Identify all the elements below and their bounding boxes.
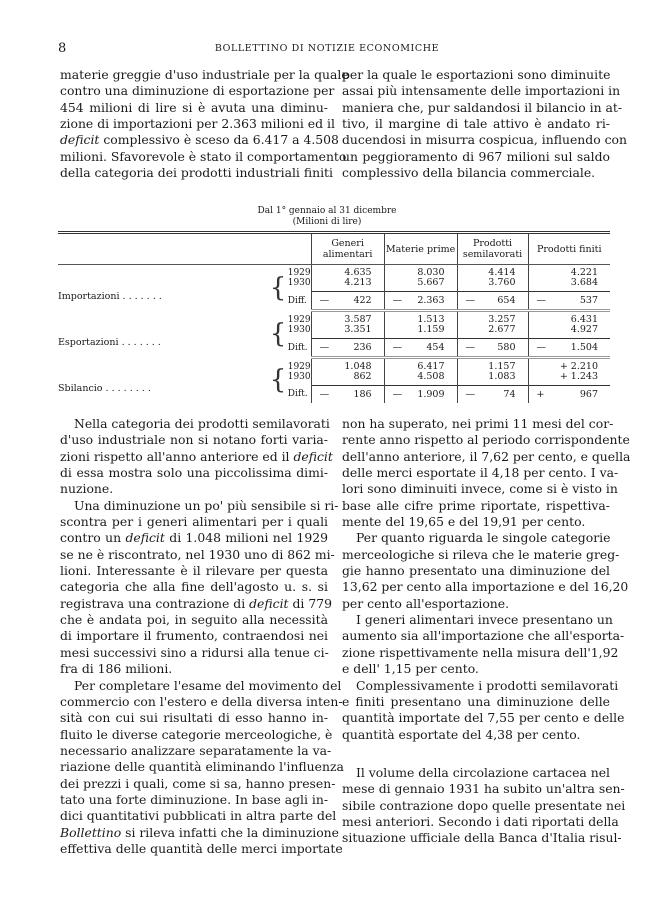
value-cell <box>528 265 610 292</box>
diff-sign: + <box>536 389 545 400</box>
diff-cell <box>457 339 528 358</box>
text-run: di essa mostra solo una piccolissima dimi- <box>60 465 328 481</box>
year-labels <box>288 358 311 386</box>
value-cell <box>311 265 384 292</box>
text-line <box>60 661 328 677</box>
bottom-right-column <box>342 416 631 847</box>
diff-sign: — <box>536 295 546 306</box>
text-line <box>60 595 332 612</box>
text-run: mesi successivi sino a ridursi alla tenue ci- <box>60 644 329 660</box>
diff-cell <box>457 292 528 311</box>
value-1929: 1.048 <box>344 361 372 372</box>
text-line <box>60 530 328 546</box>
text-line <box>342 530 610 546</box>
trade-table <box>58 231 610 403</box>
text-line <box>60 100 328 116</box>
text-run: sibile contrazione dopo quelle presentate nei <box>342 797 626 813</box>
value-1930: 1.159 <box>417 324 445 335</box>
text-run: commercio con l'estero e della diversa inten- <box>60 693 343 709</box>
brace-icon: { <box>269 319 287 349</box>
text-run: fra di 186 milioni. <box>60 661 173 677</box>
diff-value: 1.504 <box>570 342 598 353</box>
brace-icon: { <box>269 272 287 303</box>
table-row <box>58 358 610 386</box>
text-run: nuzione. <box>60 481 114 497</box>
value-1930: 4.213 <box>344 277 372 288</box>
value-1930: 2.677 <box>488 324 516 335</box>
text-line <box>342 465 619 481</box>
text-run: dei prezzi i quali, come si sa, hanno presen- <box>60 775 336 791</box>
text-run: contro un <box>60 530 126 546</box>
text-line <box>60 808 337 824</box>
text-run: mente del 19,65 e del 19,91 per cento. <box>342 514 586 530</box>
text-line <box>60 563 328 579</box>
text-line <box>342 644 619 661</box>
text-line <box>60 759 344 775</box>
diff-value: 580 <box>497 342 516 353</box>
diff-cell <box>457 386 528 404</box>
table-row <box>58 311 610 339</box>
diff-cell <box>384 292 457 311</box>
text-line <box>60 824 339 841</box>
text-line <box>342 546 620 563</box>
text-line <box>60 677 342 694</box>
text-line <box>342 727 610 743</box>
running-title: BOLLETTINO DI NOTIZIE ECONOMICHE <box>214 43 440 54</box>
text-line <box>60 792 328 808</box>
text-line <box>60 416 328 432</box>
text-line <box>342 612 613 628</box>
text-run: Per quanto riguarda le singole categorie <box>356 530 611 546</box>
diff-sign: — <box>392 342 403 353</box>
text-line <box>342 514 610 530</box>
value-1929: 4.635 <box>344 267 372 278</box>
text-run: di 1.048 milioni nel 1929 <box>164 530 328 546</box>
value-1929: 4.414 <box>488 267 516 278</box>
text-line <box>60 116 335 132</box>
text-line <box>60 612 328 628</box>
diff-sign: — <box>319 342 330 353</box>
year-label: 1930 <box>287 324 311 335</box>
text-run: dici quantitativi pubblicati in altra parte del <box>60 808 337 824</box>
value-cell <box>457 311 528 339</box>
diff-cell <box>384 386 457 404</box>
value-1929: 6.431 <box>570 314 598 325</box>
value-cell <box>311 358 384 386</box>
text-run: Complessivamente i prodotti semilavorati <box>356 677 619 693</box>
text-run: per la quale le esportazioni sono diminuite <box>342 67 611 82</box>
row-label: Importazioni . . . . . . . <box>58 290 162 302</box>
text-line <box>342 710 625 726</box>
bottom-left-column <box>60 416 344 857</box>
text-line <box>60 132 339 148</box>
diff-label: Dift. <box>287 389 308 400</box>
value-1930: 3.351 <box>344 324 372 335</box>
table-caption: Dal 1° gennaio al 31 dicembre <box>257 206 397 216</box>
text-line <box>60 693 343 710</box>
text-run: quantità esportate del 4,38 per cento. <box>342 726 581 742</box>
text-run: di 779 <box>288 595 332 611</box>
diff-value: 654 <box>497 295 516 306</box>
text-run: categoria che alla fine dell'agosto u. s. si <box>60 579 328 595</box>
text-line <box>342 661 610 677</box>
diff-cell <box>311 386 384 404</box>
column-header: Prodotti semilavorati <box>457 233 528 265</box>
year-label: 1929 <box>287 361 311 372</box>
value-cell <box>384 358 457 386</box>
value-1930: 3.684 <box>570 277 598 288</box>
diff-cell <box>384 339 457 358</box>
diff-label: Dift. <box>287 343 308 353</box>
text-line <box>342 677 619 694</box>
text-line <box>342 596 610 612</box>
text-run: dell'anno anteriore, il 7,62 per cento, e quella <box>342 448 631 464</box>
italic-term: deficit <box>60 132 100 148</box>
value-cell <box>457 358 528 386</box>
text-run: e dell' 1,15 per cento. <box>342 661 479 677</box>
value-1929: 3.257 <box>488 314 516 325</box>
diff-sign: — <box>319 389 330 400</box>
text-line <box>60 579 328 595</box>
text-line <box>342 448 631 465</box>
column-header: Prodotti finiti <box>528 233 610 265</box>
text-run: merceologiche si rileva che le materie greg- <box>342 546 620 562</box>
top-left-column <box>60 67 349 181</box>
value-1930: 3.760 <box>488 277 516 288</box>
text-run: tivo, il margine di tale attivo è andato ri- <box>342 116 610 132</box>
text-run: zione di importazioni per 2.363 milioni ed il <box>60 116 335 132</box>
text-run: gie hanno presentato una diminuzione del <box>342 563 610 579</box>
diff-value: 422 <box>353 295 372 306</box>
year-label: 1930 <box>287 371 311 382</box>
text-line <box>342 781 625 797</box>
year-labels <box>288 265 311 292</box>
text-run: sità con cui sui risultati di esso hanno in- <box>60 710 328 726</box>
value-1929: 3.587 <box>344 314 372 325</box>
value-cell <box>528 311 610 339</box>
text-run: registrava una contrazione di <box>60 595 250 611</box>
text-run: Il volume della circolazione cartacea nel <box>356 764 611 780</box>
diff-value: 1.909 <box>417 389 445 400</box>
text-run: ducendosi in misurra cospicua, influendo con <box>342 132 627 148</box>
value-1930: 5.667 <box>417 277 445 288</box>
text-line <box>342 830 622 846</box>
text-run: I generi alimentari invece presentano un <box>356 612 613 628</box>
text-line <box>342 498 610 514</box>
text-run: Una diminuzione un po' più sensibile si ri- <box>74 497 339 513</box>
text-run: zioni rispetto all'anno anteriore ed il <box>60 448 294 464</box>
diff-value: 967 <box>579 389 598 400</box>
diff-value: 186 <box>353 389 372 400</box>
text-line <box>342 481 618 497</box>
diff-sign: — <box>465 342 476 353</box>
value-1930: 862 <box>353 371 372 382</box>
text-line <box>60 628 328 644</box>
column-header: Generi alimentari <box>311 233 384 265</box>
text-run: un peggioramento di 967 milioni sul saldo <box>342 148 610 164</box>
text-run: Nella categoria dei prodotti semilavorati <box>74 416 330 431</box>
year-label: 1929 <box>287 314 311 325</box>
value-cell <box>384 265 457 292</box>
text-run: maniera che, pur saldandosi il bilancio in at- <box>342 99 623 115</box>
text-line <box>342 432 630 448</box>
text-line <box>342 765 610 781</box>
text-run: si rileva infatti che la diminuzione <box>121 824 339 840</box>
diff-label: Diff. <box>287 296 307 306</box>
text-run: complessivo è sceso da 6.417 a 4.508 <box>99 132 339 148</box>
text-line <box>60 67 349 83</box>
text-run: necessario analizzare separatamente la va- <box>60 742 332 758</box>
italic-term: deficit <box>293 448 333 464</box>
text-line <box>342 67 610 83</box>
text-run: riazione delle quantità eliminando l'influenza <box>60 759 344 775</box>
row-label: Esportazioni . . . . . . . <box>58 337 161 348</box>
text-run: contro una diminuzione di esportazione per <box>60 83 335 99</box>
text-line <box>60 165 333 181</box>
text-run: d'uso industriale non si notano forti varia- <box>60 432 328 448</box>
text-line <box>60 514 328 530</box>
year-labels <box>288 311 311 339</box>
text-run: se ne è riscontrato, nel 1930 uno di 862 mi- <box>60 546 335 562</box>
italic-term: deficit <box>125 530 165 546</box>
year-label: 1930 <box>287 278 311 289</box>
text-run: materie greggie d'uso industriale per la quale <box>60 67 349 82</box>
value-1929: + 2.210 <box>559 361 598 372</box>
text-run: per cento all'esportazione. <box>342 595 510 611</box>
diff-sign: — <box>465 389 476 400</box>
value-cell <box>384 311 457 339</box>
text-line <box>60 481 328 497</box>
diff-cell <box>528 339 610 358</box>
text-run: lioni. Interessante è il rilevare per questa <box>60 563 328 579</box>
text-line <box>342 813 619 830</box>
text-run: scontra per i generi alimentari per i quali <box>60 514 328 530</box>
text-run: rente anno rispetto al periodo corrispondente <box>342 432 630 448</box>
diff-cell <box>311 292 384 311</box>
text-line <box>60 742 332 759</box>
year-label: 1929 <box>287 268 311 279</box>
value-1930: 4.508 <box>417 371 445 382</box>
value-1929: 1.513 <box>417 314 445 325</box>
value-1930: 1.083 <box>488 371 516 382</box>
diff-sign: — <box>465 295 476 306</box>
text-line <box>60 497 339 514</box>
text-run: complessivo della bilancia commerciale. <box>342 165 596 181</box>
text-run: situazione ufficiale della Banca d'Italia risul- <box>342 830 622 846</box>
text-run: non ha superato, nei primi 11 mesi del cor- <box>342 416 614 431</box>
text-run: assai più intensamente delle importazioni in <box>342 83 621 99</box>
diff-value: 537 <box>579 295 598 306</box>
value-1929: 1.157 <box>488 361 516 372</box>
diff-cell <box>528 292 610 311</box>
text-run: che è andata poi, in seguito alla necessità <box>60 612 328 628</box>
text-run: Per completare l'esame del movimento del <box>74 677 342 693</box>
text-run: base alle cifre prime riportate, rispettiva- <box>342 497 610 513</box>
diff-value: 2.363 <box>417 295 445 306</box>
text-line <box>342 83 621 99</box>
text-line <box>342 563 610 579</box>
text-line <box>342 743 610 765</box>
text-line <box>342 416 614 432</box>
text-line <box>60 840 343 857</box>
text-run: lori sono diminuiti invece, come si è visto in <box>342 481 618 497</box>
italic-term: deficit <box>249 595 289 611</box>
page-number: 8 <box>58 41 67 56</box>
value-cell <box>528 358 610 386</box>
text-run: effettiva delle quantità delle merci importate <box>60 840 343 856</box>
value-1929: 6.417 <box>417 361 445 372</box>
brace-icon: { <box>269 365 287 396</box>
row-label: Sbilancio . . . . . . . . <box>58 383 151 395</box>
text-run: 454 milioni di lire si è avuta una diminu- <box>60 99 328 115</box>
diff-sign: — <box>392 295 403 306</box>
table-subcaption: (Milioni di lire) <box>292 217 362 227</box>
diff-value: 454 <box>426 342 445 353</box>
table-header-row <box>58 233 610 265</box>
text-run: di importare il frumento, contraendosi nei <box>60 628 328 644</box>
text-line <box>342 797 626 814</box>
diff-value: 74 <box>503 389 516 400</box>
text-line <box>60 645 328 661</box>
text-line <box>60 448 333 465</box>
text-line <box>342 116 610 132</box>
text-line <box>60 546 335 563</box>
text-run: e finiti presentano una diminuzione delle <box>342 693 610 709</box>
text-line <box>342 165 610 181</box>
text-run: mesi anteriori. Secondo i dati riportati della <box>342 813 619 829</box>
text-line <box>342 149 610 165</box>
top-right-column <box>342 67 627 181</box>
text-run: aumento sia all'importazione che all'esporta- <box>342 628 625 644</box>
text-run: della categoria dei prodotti industriali finiti <box>60 165 333 181</box>
text-line <box>60 726 333 743</box>
text-run: quantità importate del 7,55 per cento e delle <box>342 710 625 726</box>
text-run: mese di gennaio 1931 ha subito un'altra sen- <box>342 781 625 797</box>
text-run: 13,62 per cento alla importazione e del 16,20 <box>342 579 629 595</box>
value-1929: 8.030 <box>417 267 445 278</box>
text-line <box>60 775 336 792</box>
text-line <box>342 99 623 116</box>
italic-term: Bollettino <box>60 824 122 840</box>
text-line <box>342 132 627 148</box>
text-run: fluito le diverse categorie merceologiche, è <box>60 726 333 742</box>
diff-sign: — <box>392 389 403 400</box>
value-1930: + 1.243 <box>559 371 598 382</box>
value-1930: 4.927 <box>570 324 598 335</box>
text-line <box>60 148 347 165</box>
text-run: delle merci esportate il 4,18 per cento. I va- <box>342 465 619 481</box>
text-line <box>60 710 328 726</box>
diff-cell <box>311 339 384 358</box>
text-line <box>342 628 625 644</box>
diff-value: 236 <box>353 342 372 353</box>
column-header: Materie prime <box>384 233 457 265</box>
text-line <box>342 694 610 710</box>
diff-sign: — <box>319 295 330 306</box>
text-line <box>60 465 328 481</box>
diff-sign: — <box>536 342 546 353</box>
text-line <box>342 579 629 595</box>
diff-cell <box>528 386 610 404</box>
text-run: tato una forte diminuzione. In base agli in- <box>60 791 329 807</box>
value-cell <box>311 311 384 339</box>
text-line <box>60 432 328 448</box>
value-1929: 4.221 <box>570 267 598 278</box>
text-run: milioni. Sfavorevole è stato il comportamento <box>60 148 347 164</box>
text-run: zione rispettivamente nella misura dell'1,92 <box>342 644 619 660</box>
table-row <box>58 265 610 292</box>
text-line <box>60 83 335 99</box>
value-cell <box>457 265 528 292</box>
